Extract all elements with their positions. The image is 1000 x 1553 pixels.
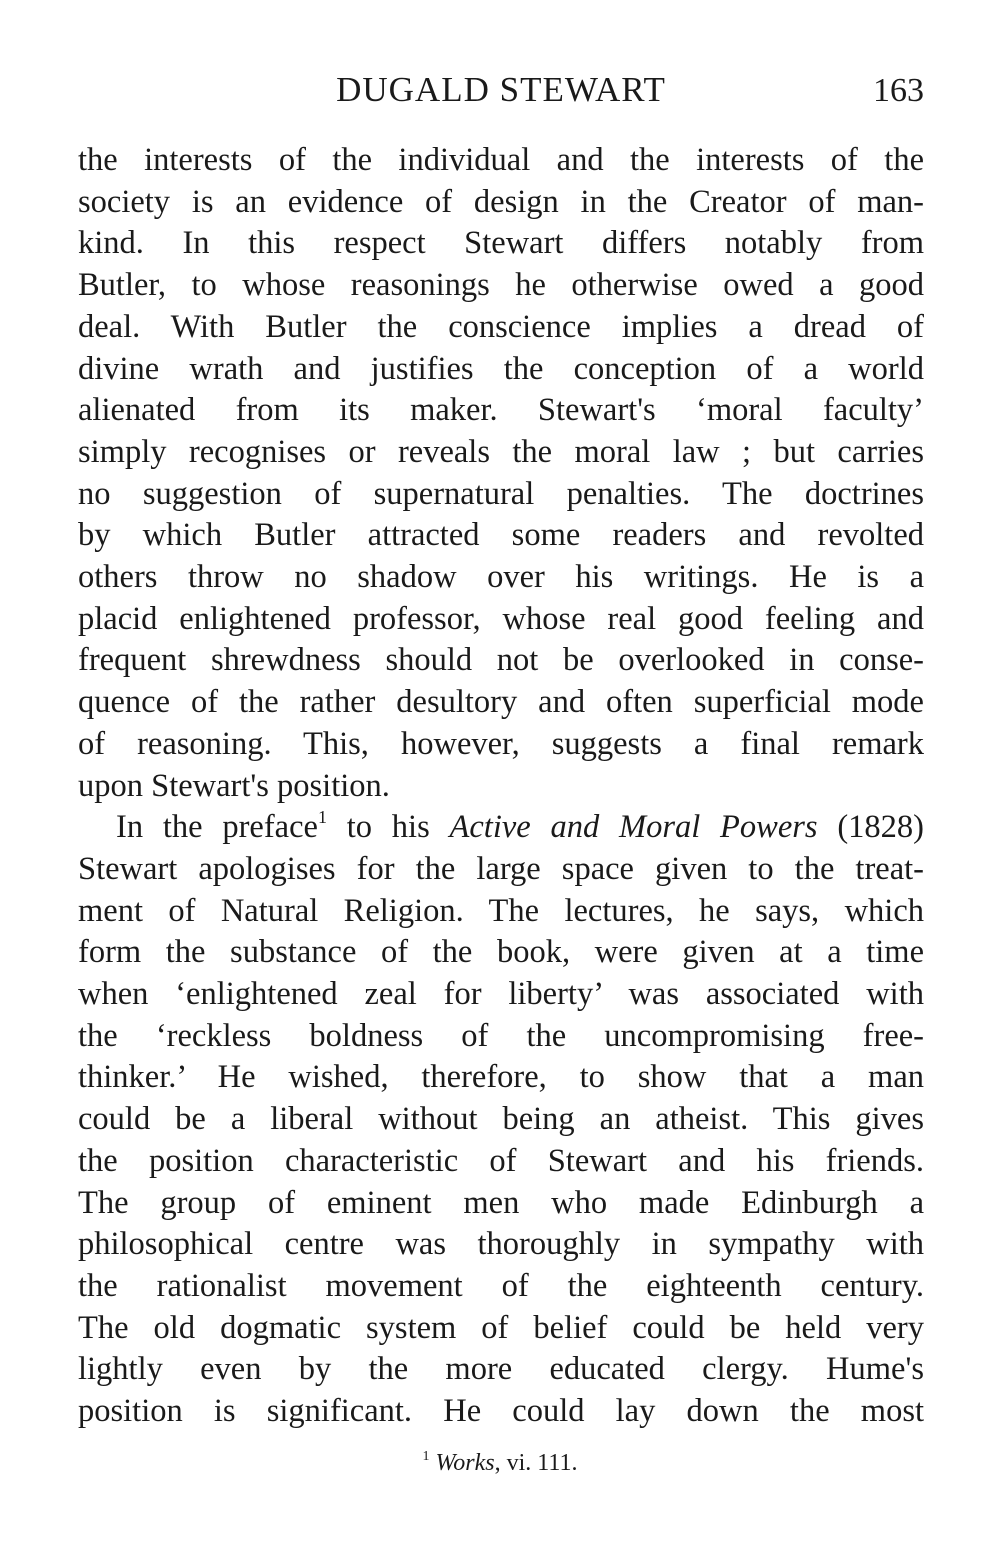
text-line: simply recognises or reveals the moral law ; but carries (78, 433, 924, 470)
text-line: Butler, to whose reasonings he otherwise owed a good (78, 267, 924, 304)
footnote-reference-text: , vi. 111. (494, 1450, 578, 1476)
text-line: could be a liberal without being an atheist. This gives (78, 1101, 924, 1138)
text-line: divine wrath and justifies the conception of a world (78, 350, 924, 387)
text-line: by which Butler attracted some readers and revolted (78, 517, 924, 554)
text-line: when ‘enlightened zeal for liberty’ was associated with (78, 976, 924, 1013)
running-title: DUGALD STEWART (336, 70, 666, 109)
text-line: philosophical centre was thoroughly in sympathy with (78, 1226, 924, 1263)
book-title: Active and Moral Powers (449, 809, 818, 846)
text-line: upon Stewart's position. (78, 767, 390, 804)
text-line: the interests of the individual and the interests of the (78, 142, 924, 178)
text-line: the ‘reckless boldness of the uncompromising free- (78, 1017, 924, 1054)
text-line: the rationalist movement of the eighteenth century. (78, 1267, 924, 1304)
body-text (78, 140, 924, 1433)
paragraph-2 (78, 807, 924, 1433)
footnote-mark: 1 (422, 1449, 430, 1464)
text-line: Stewart apologises for the large space given to the treat- (78, 850, 924, 887)
text-line: alienated from its maker. Stewart's ‘moral faculty’ (78, 392, 924, 429)
text-line: thinker.’ He wished, therefore, to show that a man (78, 1059, 924, 1096)
running-head (78, 70, 924, 116)
footnote (0, 1450, 1000, 1477)
text-line: placid enlightened professor, whose real good feeling and (78, 600, 924, 637)
text-line: The group of eminent men who made Edinburgh a (78, 1184, 924, 1221)
text-line: position is significant. He could lay down the most (78, 1393, 924, 1430)
text-line: frequent shrewdness should not be overlooked in conse- (78, 642, 924, 679)
text-line-first (78, 807, 924, 849)
text-line: the position characteristic of Stewart and his friends. (78, 1142, 924, 1179)
footnote-work: Works (435, 1450, 495, 1476)
text-line: others throw no shadow over his writings. He is a (78, 559, 924, 596)
text-line: lightly even by the more educated clergy. Hume's (78, 1351, 924, 1388)
page-number: 163 (873, 72, 924, 109)
text-fragment: to his (326, 809, 450, 846)
text-line: ment of Natural Religion. The lectures, he says, which (78, 892, 924, 929)
text-line: deal. With Butler the conscience implies a dread of (78, 308, 924, 345)
text-line: The old dogmatic system of belief could be held very (78, 1309, 924, 1346)
text-line: quence of the rather desultory and often superficial mode (78, 684, 924, 721)
text-line: no suggestion of supernatural penalties. The doctrines (78, 475, 924, 512)
footnote-reference: 1 (317, 807, 327, 828)
text-line: of reasoning. This, however, suggests a final remark (78, 725, 924, 762)
text-line: kind. In this respect Stewart differs notably from (78, 225, 924, 262)
paragraph-1 (78, 140, 924, 807)
text-line: society is an evidence of design in the Creator of man- (78, 183, 924, 220)
text-line: form the substance of the book, were given at a time (78, 934, 924, 971)
text-fragment: (1828) (817, 809, 924, 846)
text-fragment: In the preface (116, 809, 318, 846)
